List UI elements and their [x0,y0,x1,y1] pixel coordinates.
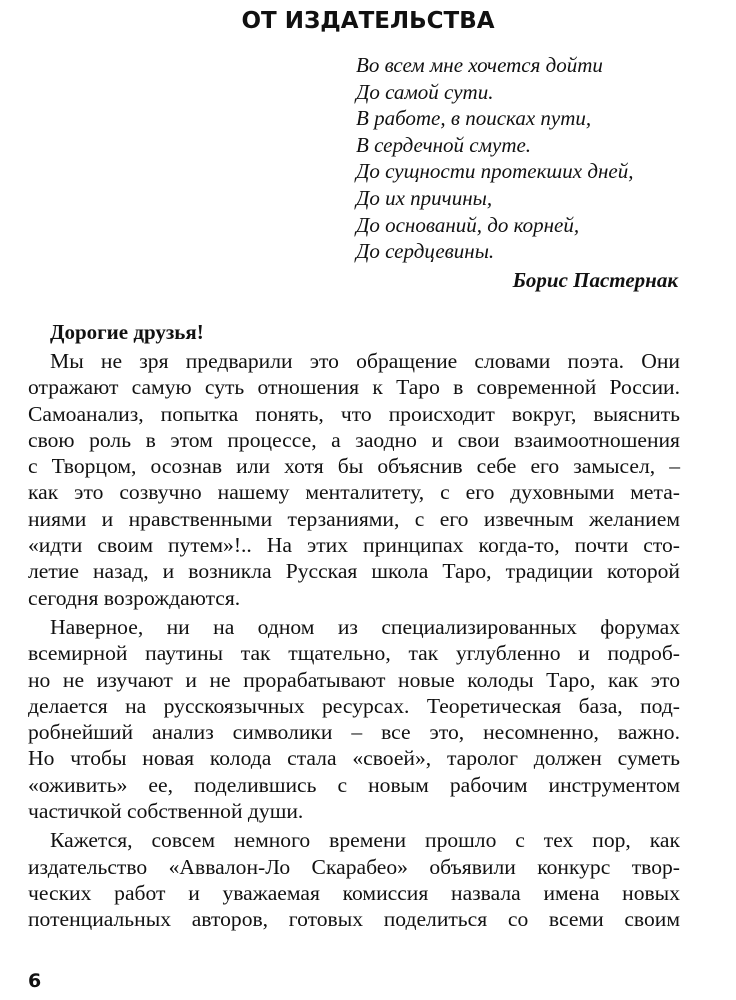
text-line: но не изучают и не прорабатывают новые колоды Таро, как это [28,667,680,692]
text-line: издательство «Аввалон-Ло Скарабео» объявили конкурс твор- [28,854,680,879]
epigraph-line: До сущности протекших дней, [356,159,634,184]
text-line: ческих работ и уважаемая комиссия назвала имена новых [28,880,680,905]
text-line: частичкой собственной души. [28,799,304,824]
text-line: с Творцом, осознав или хотя бы объяснив себе его замысел, – [28,454,680,479]
epigraph-author: Борис Пастернак [512,268,678,292]
text-line: сегодня возрождаются. [28,585,241,610]
epigraph-line: До сердцевины. [356,239,495,264]
text-line: потенциальных авторов, готовых поделиться со всеми своим [28,907,680,932]
epigraph-line: Во всем мне хочется дойти [356,53,603,77]
text-line: летие назад, и возникла Русская школа Таро, традиции которой [28,559,680,584]
text-line: «оживить» ее, поделившись с новым рабочим инструментом [28,772,680,797]
text-line: свою роль в этом процессе, а заодно и свои взаимоотношения [28,427,680,452]
text-line: Кажется, совсем немного времени прошло с тех пор, как [50,828,680,853]
epigraph-line: В сердечной смуте. [356,132,532,157]
epigraph-line: В работе, в поисках пути, [356,106,592,131]
page-number: 6 [28,970,42,992]
epigraph-line: До самой сути. [356,79,494,104]
text-line: робнейший анализ символики – все это, несомненно, важно. [28,720,680,745]
text-line: «идти своим путем»!.. На этих принципах когда-то, почти сто- [28,533,680,558]
text-line: всемирной паутины так тщательно, так углубленно и подроб- [28,641,680,666]
body-text [28,348,680,933]
epigraph-poem [356,52,686,265]
text-line: как это созвучно нашему менталитету, с его духовными мета- [28,480,680,505]
text-line: Самоанализ, попытка понять, что происходит вокруг, выяснить [28,401,680,426]
text-line: Наверное, ни на одном из специализированных форумах [50,614,680,639]
greeting-heading: Дорогие друзья! [50,320,204,344]
text-line: Мы не зря предварили это обращение словами поэта. Они [50,349,680,373]
epigraph-line: До их причины, [356,185,493,210]
epigraph-line: До оснований, до корней, [356,212,580,237]
text-line: делается на русскоязычных ресурсах. Теоретическая база, под- [28,693,680,718]
text-line: отражают самую суть отношения к Таро в современной России. [28,375,680,400]
text-line: ниями и нравственными терзаниями, с его извечным желанием [28,506,680,531]
text-line: Но чтобы новая колода стала «своей», таролог должен суметь [28,746,680,771]
page-title: ОТ ИЗДАТЕЛЬСТВА [241,8,495,34]
